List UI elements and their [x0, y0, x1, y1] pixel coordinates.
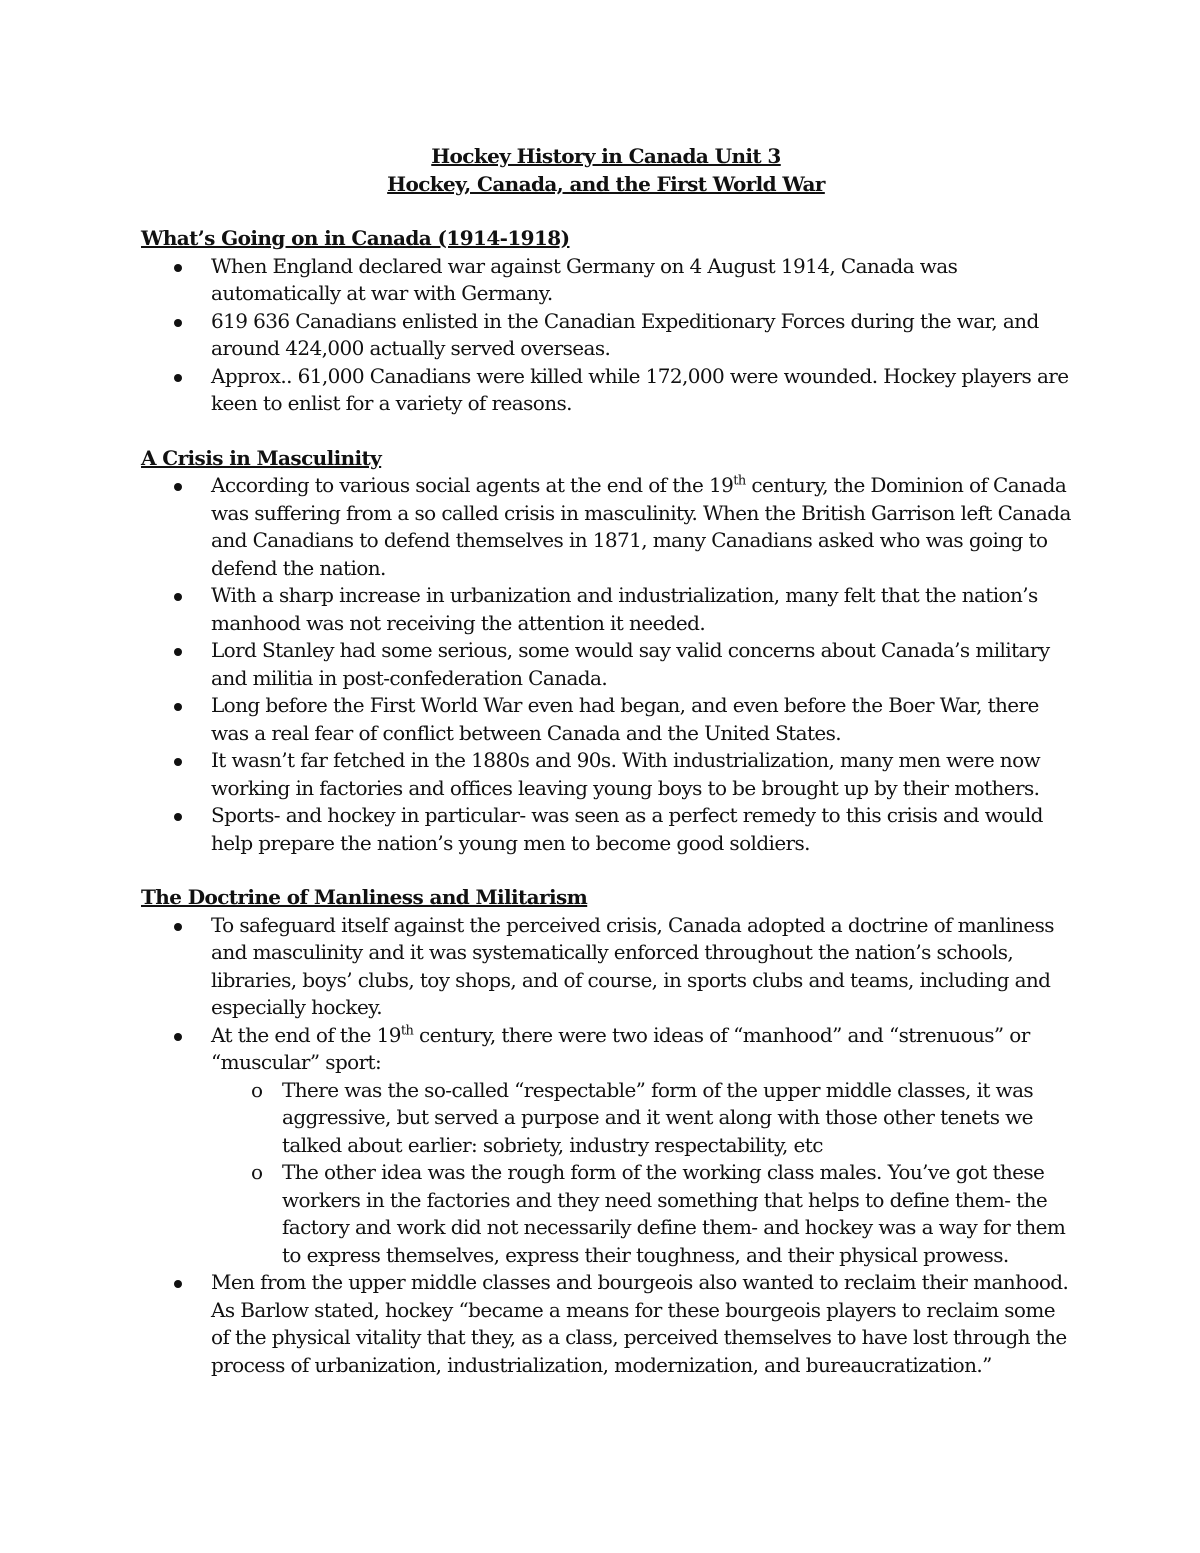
ordinal-suffix: th: [400, 1022, 414, 1038]
bullet-list: [141, 253, 1071, 418]
list-item-text-start: According to various social agents at the end of the 19: [211, 473, 734, 497]
list-item-text-end: century, there were two ideas of “manhood” and “strenuous” or “muscular” sport:: [211, 1022, 1030, 1074]
sub-bullet-list: [211, 1077, 1071, 1270]
document-title: [141, 143, 1071, 198]
list-item: [141, 472, 1071, 582]
section-whats-going-on: [141, 225, 1071, 418]
bullet-icon: [174, 758, 182, 766]
bullet-icon: [174, 1033, 182, 1041]
bullet-icon: [174, 813, 182, 821]
bullet-icon: [174, 1280, 182, 1288]
title-line-2: Hockey, Canada, and the First World War: [387, 171, 825, 196]
list-item: [141, 1269, 1071, 1379]
list-item-text: When England declared war against Germany on 4 August 1914, Canada was automatically at war with Germany.: [211, 253, 958, 305]
bullet-icon: [174, 374, 182, 382]
list-item-text: Men from the upper middle classes and bourgeois also wanted to reclaim their manhood. As Barlow stated, hockey “became a means for these bourgeois players to reclaim some of the physical vitality that they, as a class, perceived themselves to have lost through the process of urbanization, industrialization, modernization, and bureaucratization.”: [211, 1270, 1069, 1377]
bullet-list: [141, 472, 1071, 857]
bullet-icon: [174, 483, 182, 491]
ordinal-suffix: th: [733, 473, 746, 489]
list-item: [141, 692, 1071, 747]
list-item: [141, 363, 1071, 418]
bullet-icon: [174, 648, 182, 656]
circle-bullet-icon: o: [251, 1077, 263, 1102]
list-item: [141, 253, 1071, 308]
bullet-icon: [174, 319, 182, 327]
sub-list-item: [211, 1159, 1071, 1269]
bullet-icon: [174, 264, 182, 272]
document-page: [141, 143, 1071, 1406]
section-heading: What’s Going on in Canada (1914-1918): [141, 226, 570, 250]
section-doctrine-of-manliness: [141, 884, 1071, 1379]
list-item-text: With a sharp increase in urbanization and industrialization, many felt that the nation’s manhood was not receiving the attention it needed.: [211, 583, 1038, 635]
circle-bullet-icon: o: [251, 1160, 263, 1184]
section-crisis-in-masculinity: [141, 445, 1071, 858]
list-item: [141, 747, 1071, 802]
section-heading: A Crisis in Masculinity: [141, 445, 382, 470]
list-item-text: Sports- and hockey in particular- was seen as a perfect remedy to this crisis and would help prepare the nation’s young men to become good soldiers.: [211, 803, 1043, 855]
list-item-text: Long before the First World War even had began, and even before the Boer War, there was a real fear of conflict between Canada and the United States.: [211, 693, 1039, 745]
bullet-icon: [174, 593, 182, 601]
title-line-1: Hockey History in Canada Unit 3: [431, 144, 781, 168]
list-item-text: It wasn’t far fetched in the 1880s and 90s. With industrialization, many men were now working in factories and offices leaving young boys to be brought up by their mothers.: [211, 748, 1041, 800]
list-item: [141, 637, 1071, 692]
list-item: [141, 582, 1071, 637]
sub-list-item-text: There was the so-called “respectable” form of the upper middle classes, it was aggressive, but served a purpose and it went along with those other tenets we talked about earlier: sobriety, industry respectability, etc: [282, 1077, 1034, 1157]
list-item: [141, 802, 1071, 857]
sub-list-item: [211, 1077, 1071, 1160]
bullet-list: [141, 912, 1071, 1380]
list-item-text: Lord Stanley had some serious, some would say valid concerns about Canada’s military and militia in post-confederation Canada.: [211, 638, 1050, 690]
list-item: [141, 308, 1071, 363]
list-item-text-end: century, the Dominion of Canada was suffering from a so called crisis in masculinity. When the British Garrison left Canada and Canadians to defend themselves in 1871, many Canadians asked who was going to defend the nation.: [211, 473, 1071, 580]
section-heading: The Doctrine of Manliness and Militarism: [141, 885, 588, 909]
list-item-text: To safeguard itself against the perceived crisis, Canada adopted a doctrine of manliness and masculinity and it was systematically enforced throughout the nation’s schools, libraries, boys’ clubs, toy shops, and of course, in sports clubs and teams, including and especially hockey.: [211, 912, 1054, 1019]
list-item-text: 619 636 Canadians enlisted in the Canadian Expeditionary Forces during the war, and around 424,000 actually served overseas.: [211, 308, 1039, 360]
list-item: [141, 912, 1071, 1022]
list-item-text: Approx.. 61,000 Canadians were killed while 172,000 were wounded. Hockey players are keen to enlist for a variety of reasons.: [211, 363, 1069, 415]
bullet-icon: [174, 703, 182, 711]
list-item: [141, 1022, 1071, 1270]
bullet-icon: [174, 923, 182, 931]
list-item-text-start: At the end of the 19: [211, 1022, 401, 1047]
sub-list-item-text: The other idea was the rough form of the working class males. You’ve got these workers in the factories and they need something that helps to define them- the factory and work did not necessarily define them- and hockey was a way for them to express themselves, express their toughness, and their physical prowess.: [282, 1160, 1066, 1267]
